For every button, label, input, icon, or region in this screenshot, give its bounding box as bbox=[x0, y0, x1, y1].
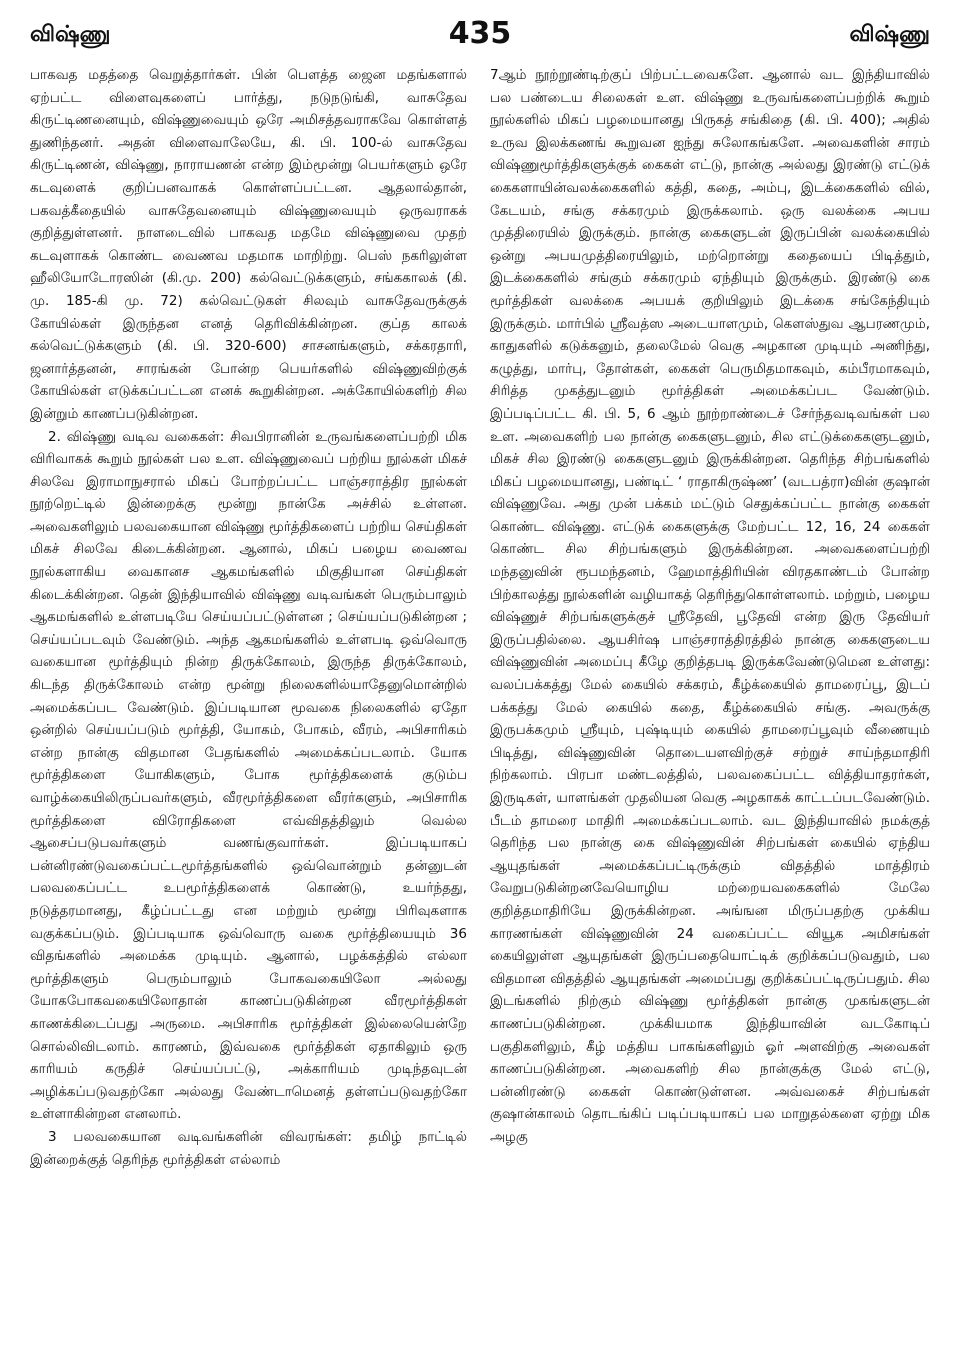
running-head-left-title: விஷ்ணு bbox=[30, 22, 111, 47]
left-text-column bbox=[30, 64, 467, 1352]
section-3-form-details: 3 பலவகையான வடிவங்களின் விவரங்கள்: தமிழ் நாட்டில் இன்றைக்குத் தெரிந்த மூர்த்திகள் எல்லாம் bbox=[30, 1128, 467, 1168]
section-2-vishnu-form-types: 2. விஷ்ணு வடிவ வகைகள்: சிவபிரானின் உருவங்களைப்பற்றி மிக விரிவாகக் கூறும் நூல்கள் பல உள. விஷ்ணுவைப் பற்றிய நூல்கள் மிகச் சிலவே இராமாநுசரால் மிகப் போற்றப்பட்ட பாஞ்சராத்திர நூல்கள் நூற்றெட்டில் இன்றைக்கு மூன்று நான்கே அச்சில் உள்ளன. அவைகளிலும் பலவகையான விஷ்ணு மூர்த்திகளைப் பற்றிய செய்திகள் மிகச் சிலவே கிடைக்கின்றன. ஆனால், மிகப் பழைய வைணவ நூல்களாகிய வைகானச ஆகமங்களில் மிகுதியான செய்திகள் கிடைக்கின்றன. தென் இந்தியாவில் விஷ்ணு வடிவங்கள் பெரும்பாலும் ஆகமங்களில் உள்ளபடியே செய்யப்பட்டுள்ளன ; செய்யப்படுகின்றன ; செய்யப்படவும் வேண்டும். அந்த ஆகமங்களில் உள்ளபடி ஒவ்வொரு வகையான மூர்த்தியும் நின்ற திருக்கோலம், இருந்த திருக்கோலம், கிடந்த திருக்கோலம் என்ற மூன்று நிலைகளில்யாதேனுமொன்றில் அமைக்கப்பட வேண்டும். இப்படியான மூவகை நிலைகளில் ஏதோ ஒன்றில் செய்யப்படும் மூர்த்தி, யோகம், போகம், வீரம், அபிசாரிகம் என்ற நான்கு விதமான பேதங்களில் அமைக்கப்படலாம். யோக மூர்த்திகளை யோகிகளும், போக மூர்த்திகளைக் குடும்ப வாழ்க்கையிலிருப்பவர்களும், வீரமூர்த்திகளை வீரர்களும், அபிசாரிக மூர்த்திகளை விரோதிகளை எவ்விதத்திலும் வெல்ல ஆசைப்படுபவர்களும் வணங்குவார்கள். இப்படியாகப் பன்னிரண்டுவகைப்பட்டமூர்த்தங்களில் ஒவ்வொன்றும் தன்னுடன் பலவகைப்பட்ட உபமூர்த்திகளைக் கொண்டு, உயர்ந்தது, நடுத்தரமானது, கீழ்ப்பட்டது என மற்றும் மூன்று பிரிவுகளாக வகுக்கப்படும். இப்படியாக ஒவ்வொரு வகை மூர்த்தியையும் 36 விதங்களில் அமைக்க முடியும். ஆனால், பழக்கத்தில் எல்லா மூர்த்திகளும் பெரும்பாலும் போகவகையிலோ அல்லது யோகபோகவகையிலோதான் காணப்படுகின்றன வீரமூர்த்திகள் காணக்கிடைப்பது அருமை. அபிசாரிக மூர்த்திகள் இல்லையென்றே சொல்லிவிடலாம். காரணம், இவ்வகை மூர்த்திகள் ஏதாகிலும் ஒரு காரியம் கருதிச் செய்யப்பட்டு, அக்காரியம் முடிந்தவுடன் அழிக்கப்படுவதற்கோ அல்லது வேண்டாமெனத் தள்ளப்படுவதற்கோ உள்ளாகின்றன எனலாம். bbox=[30, 428, 467, 1123]
right-text-column bbox=[490, 64, 930, 1352]
running-head-right-title: விஷ்ணு bbox=[849, 22, 930, 47]
page-number: 435 bbox=[448, 16, 512, 51]
paragraph-bhagavata-continuation: பாகவத மதத்தை வெறுத்தார்கள். பின் பௌத்த ஜைன மதங்களால் ஏற்பட்ட விளைவுகளைப் பார்த்து, நடுநடுங்கி, வாசுதேவ கிருட்டிணனையும், விஷ்ணுவையும் ஒரே அமிசத்தவராகவே கொள்ளத் துணிந்தனர். அதன் விளைவாலேயே, கி. பி. 100-ல் வாசுதேவ கிருட்டிணன், விஷ்ணு, நாராயணன் என்ற இம்மூன்று பெயர்களும் ஒரே கடவுளைக் குறிப்பனவாகக் கொள்ளப்பட்டன. ஆதலால்தான், பகவத்கீதையில் வாசுதேவனையும் விஷ்ணுவையும் ஒருவராகக் குறித்துள்ளனர். நாளடைவில் பாகவத மதமே விஷ்ணுவை முதற் கடவுளாகக் கொண்ட வைணவ மதமாக மாறிற்று. பெஸ் நகரிலுள்ள ஹீலியோடோரஸின் (கி.மு. 200) கல்வெட்டுக்களும், சங்ககாலக் (கி. மு. 185-கி மு. 72) கல்வெட்டுகள் சிலவும் வாசுதேவருக்குக் கோயில்கள் இருந்தன எனத் தெரிவிக்கின்றன. குப்த காலக் கல்வெட்டுக்களும் (கி. பி. 320-600) சாசனங்களும், சக்கரதாரி, ஜனார்த்தனன், சாரங்கன் போன்ற பெயர்களில் விஷ்ணுவிற்குக் கோயில்கள் எடுக்கப்பட்டன எனக் கூறுகின்றன. அக்கோயில்களிற் சில இன்றும் காணப்படுகின்றன. bbox=[30, 67, 467, 422]
paragraph-iconography: 7ஆம் நூற்றூண்டிற்குப் பிற்பட்டவைகளே. ஆனால் வட இந்தியாவில் பல பண்டைய சிலைகள் உள. விஷ்ணு உருவங்களைப்பற்றிக் கூறும் நூல்களில் மிகப் பழமையானது பிருகத் சங்கிதை (கி. பி. 400); அதில் உருவ இலக்கணங் கூறுவன ஐந்து சுலோகங்களே. அவைகளின் சாரம் விஷ்ணுமூர்த்திகளுக்குக் கைகள் எட்டு, நான்கு அல்லது இரண்டு எட்டுக் கைகளாயின்வலக்கைகளில் கத்தி, கதை, அம்பு, இடக்கைகளில் வில், கேடயம், சங்கு சக்கரமும் இருக்கலாம். ஒரு வலக்கை அபய முத்திரையில் இருக்கும். நான்கு கைகளுடன் இருப்பின் வலக்கையில் ஒன்று அபயமுத்திரையிலும், மற்றொன்று கதையைப் பிடித்தும், இடக்கைகளில் சங்கும் சக்கரமும் ஏந்தியும் இருக்கும். இரண்டு கை மூர்த்திகள் வலக்கை அபயக் குறியிலும் இடக்கை சங்கேந்தியும் இருக்கும். மார்பில் ஸ்ரீவத்ஸ அடையாளமும், கௌஸ்துவ ஆபரணமும், காதுகளில் கடுக்கனும், தலைமேல் வெகு அழகான முடியும் அணிந்து, கழுத்து, மார்பு, தோள்கள், கைகள் பெருமிதமாகவும், கம்பீரமாகவும், சிரித்த முகத்துடனும் மூர்த்திகள் அமைக்கப்பட வேண்டும். இப்படிப்பட்ட கி. பி. 5, 6 ஆம் நூற்றாண்டைச் சேர்ந்தவடிவங்கள் பல உள. அவைகளிற் பல நான்கு கைகளுடனும், சில எட்டுக்கைகளுடனும், மிகச் சில இரண்டு கைகளுடனும் இருக்கின்றன. தெரிந்த சிற்பங்களில் மிகப் பழமையானது, பண்டிட் ‘ ராதாகிருஷ்ண’ (வடபத்ரா)வின் குஷான் விஷ்ணுவே. அது முன் பக்கம் மட்டும் செதுக்கப்பட்ட நான்கு கைகள் கொண்ட விஷ்ணு. எட்டுக் கைகளுக்கு மேற்பட்ட 12, 16, 24 கைகள் கொண்ட சில சிற்பங்களும் இருக்கின்றன. அவைகளைப்பற்றி மந்தனுவின் ரூபமந்தனம், ஹேமாத்திரியின் விரதகாண்டம் போன்ற பிற்காலத்து நூல்களின் வழியாகத் தெரிந்துகொள்ளலாம். மற்றும், பழைய விஷ்ணுச் சிற்பங்களுக்குச் ஸ்ரீதேவி, பூதேவி என்ற இரு தேவியர் இருப்பதில்லை. ஆயசிர்ஷ பாஞ்சராத்திரத்தில் நான்கு கைகளுடைய விஷ்ணுவின் அமைப்பு கீழே குறித்தபடி இருக்கவேண்டுமென உள்ளது: வலப்பக்கத்து மேல் கையில் சக்கரம், கீழ்க்கையில் தாமரைப்பூ, இடப் பக்கத்து மேல் கையில் கதை, கீழ்க்கையில் சங்கு. அவருக்கு இருபக்கமும் ஸ்ரீயும், புஷ்டியும் கையில் தாமரைப்பூவும் வீணையும் பிடித்து, விஷ்ணுவின் தொடையளவிற்குச் சற்றுச் சாய்ந்தமாதிரி நிற்கலாம். பிரபா மண்டலத்தில், பலவகைப்பட்ட வித்தியாதரர்கள், இருடிகள், யாளங்கள் முதலியன வெகு அழகாகக் காட்டப்படவேண்டும். பீடம் தாமரை மாதிரி அமைக்கப்படலாம். வட இந்தியாவில் நமக்குத் தெரிந்த பல நான்கு கை விஷ்ணுவின் சிற்பங்கள் கையில் ஏந்திய ஆயுதங்கள் அமைக்கப்பட்டிருக்கும் விதத்தில் மாத்திரம் வேறுபடுகின்றனவேயொழிய மற்றையவகைகளில் மேலே குறித்தமாதிரியே இருக்கின்றன. அங்ஙன மிருப்பதற்கு முக்கிய காரணங்கள் விஷ்ணுவின் 24 வகைப்பட்ட வியூக அமிசங்கள் கையிலுள்ள ஆயுதங்கள் இருப்பதையொட்டிக் குறிக்கப்படுவதும், பல விதமான விதத்தில் ஆயுதங்கள் அமைப்பது குறிக்கப்பட்டிருப்பதும். சில இடங்களில் நிற்கும் விஷ்ணு மூர்த்திகள் நான்கு முகங்களுடன் காணப்படுகின்றன. முக்கியமாக இந்தியாவின் வடகோடிப் பகுதிகளிலும், கீழ் மத்திய பாகங்களிலும் ஓர் அளவிற்கு அவைகள் காணப்படுகின்றன. அவைகளிற் சில நான்குக்கு மேல் எட்டு, பன்னிரண்டு கைகள் கொண்டுள்ளன. அவ்வகைச் சிற்பங்கள் குஷான்காலம் தொடங்கிப் படிப்படியாகப் பல மாறுதல்களை ஏற்று மிக அழகு bbox=[490, 67, 930, 1145]
running-head bbox=[30, 16, 930, 56]
